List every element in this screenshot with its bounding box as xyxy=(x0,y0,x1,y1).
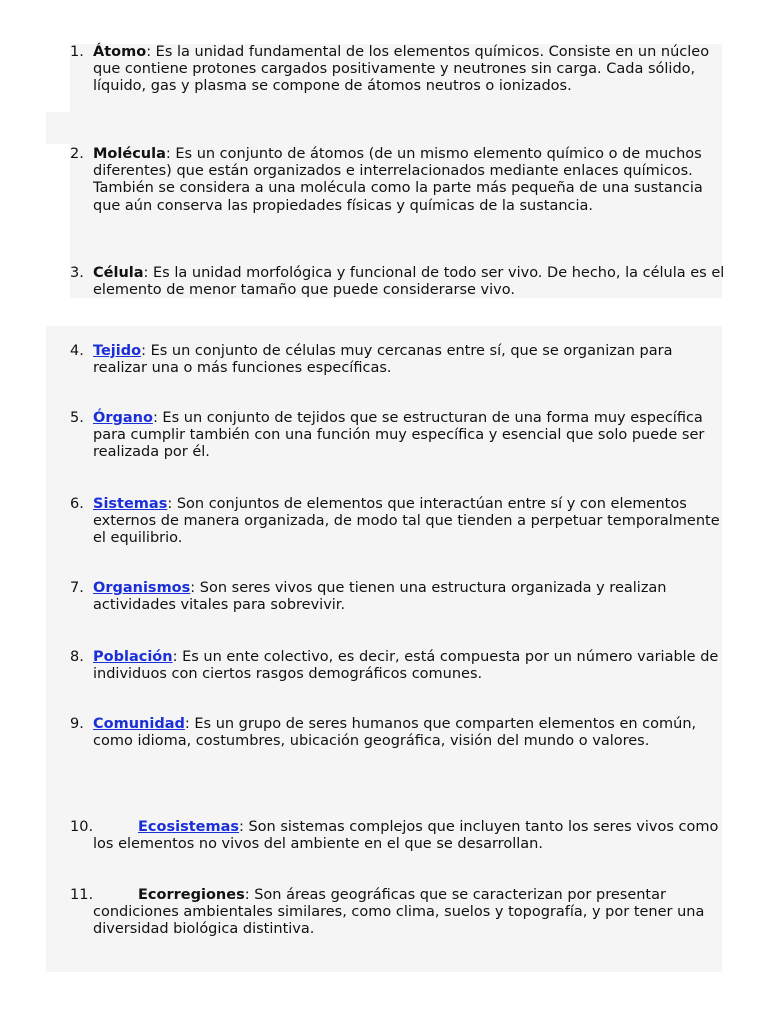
list-number: 10. xyxy=(70,819,94,835)
list-item-comunidad xyxy=(70,716,726,750)
list-text xyxy=(70,410,726,462)
term-molecula: Molécula xyxy=(93,146,166,162)
list-text xyxy=(70,496,726,548)
list-number: 2. xyxy=(70,146,84,162)
definition-atomo: : Es la unidad fundamental de los elementos químicos. Consiste en un núcleo que contiene protones cargados positivamente y neutrones sin carga. Cada sólido, líquido, gas y plasma se compone de átomos neutros o ionizados. xyxy=(93,44,710,95)
definition-poblacion: : Es un ente colectivo, es decir, está compuesta por un número variable de individuos con ciertos rasgos demográficos comunes. xyxy=(93,649,719,683)
list-number: 1. xyxy=(70,44,84,60)
list-item-poblacion xyxy=(70,649,726,683)
definition-ecorregiones: : Son áreas geográficas que se caracterizan por presentar condiciones ambientales similares, como clima, suelos y topografía, y por tener una diversidad biológica distintiva. xyxy=(93,887,705,938)
link-ecosistemas[interactable]: Ecosistemas xyxy=(138,819,239,835)
link-sistemas[interactable]: Sistemas xyxy=(93,496,168,512)
list-number: 4. xyxy=(70,343,84,359)
definition-sistemas: : Son conjuntos de elementos que interactúan entre sí y con elementos externos de manera organizada, de modo tal que tienden a perpetuar temporalmente el equilibrio. xyxy=(93,496,720,547)
list-number: 8. xyxy=(70,649,84,665)
definition-tejido: : Es un conjunto de células muy cercanas entre sí, que se organizan para realizar una o más funciones específicas. xyxy=(93,343,673,377)
list-item-ecosistemas xyxy=(70,819,726,853)
list-text xyxy=(70,580,726,614)
shaded-band-gutter-1 xyxy=(46,112,722,144)
list-item-celula xyxy=(70,265,726,299)
link-tejido[interactable]: Tejido xyxy=(93,343,142,359)
list-text xyxy=(70,146,726,215)
list-item-molecula xyxy=(70,146,726,215)
list-item-ecorregiones xyxy=(70,887,726,939)
link-poblacion[interactable]: Población xyxy=(93,649,173,665)
list-text xyxy=(70,887,726,939)
link-comunidad[interactable]: Comunidad xyxy=(93,716,185,732)
term-atomo: Átomo xyxy=(93,44,147,60)
definition-ecosistemas: : Son sistemas complejos que incluyen tanto los seres vivos como los elementos no vivos del ambiente en el que se desarrollan. xyxy=(93,819,719,853)
list-text xyxy=(70,649,726,683)
link-organo[interactable]: Órgano xyxy=(93,410,153,426)
list-text xyxy=(70,44,726,96)
definition-celula: : Es la unidad morfológica y funcional de todo ser vivo. De hecho, la célula es el elemento de menor tamaño que puede considerarse vivo. xyxy=(93,265,725,299)
list-item-tejido xyxy=(70,343,726,377)
definition-comunidad: : Es un grupo de seres humanos que comparten elementos en común, como idioma, costumbres, ubicación geográfica, visión del mundo o valores. xyxy=(93,716,697,750)
list-number: 3. xyxy=(70,265,84,281)
list-text xyxy=(70,343,726,377)
definition-molecula: : Es un conjunto de átomos (de un mismo elemento químico o de muchos diferentes) que están organizados e interrelacionados mediante enlaces químicos. También se considera a una molécula como la parte más pequeña de una sustancia que aún conserva las propiedades físicas y químicas de la sustancia. xyxy=(93,146,703,214)
definition-organismos: : Son seres vivos que tienen una estructura organizada y realizan actividades vitales para sobrevivir. xyxy=(93,580,667,614)
list-number: 5. xyxy=(70,410,84,426)
definition-organo: : Es un conjunto de tejidos que se estructuran de una forma muy específica para cumplir también con una función muy específica y esencial que solo puede ser realizada por él. xyxy=(93,410,705,461)
list-number: 7. xyxy=(70,580,84,596)
list-text xyxy=(70,819,726,853)
list-item-atomo xyxy=(70,44,726,96)
list-number: 9. xyxy=(70,716,84,732)
list-number: 6. xyxy=(70,496,84,512)
list-item-organo xyxy=(70,410,726,462)
list-item-organismos xyxy=(70,580,726,614)
list-text xyxy=(70,716,726,750)
list-item-sistemas xyxy=(70,496,726,548)
link-organismos[interactable]: Organismos xyxy=(93,580,191,596)
term-ecorregiones: Ecorregiones xyxy=(138,887,245,903)
list-text xyxy=(70,265,726,299)
term-celula: Célula xyxy=(93,265,144,281)
list-number: 11. xyxy=(70,887,94,903)
